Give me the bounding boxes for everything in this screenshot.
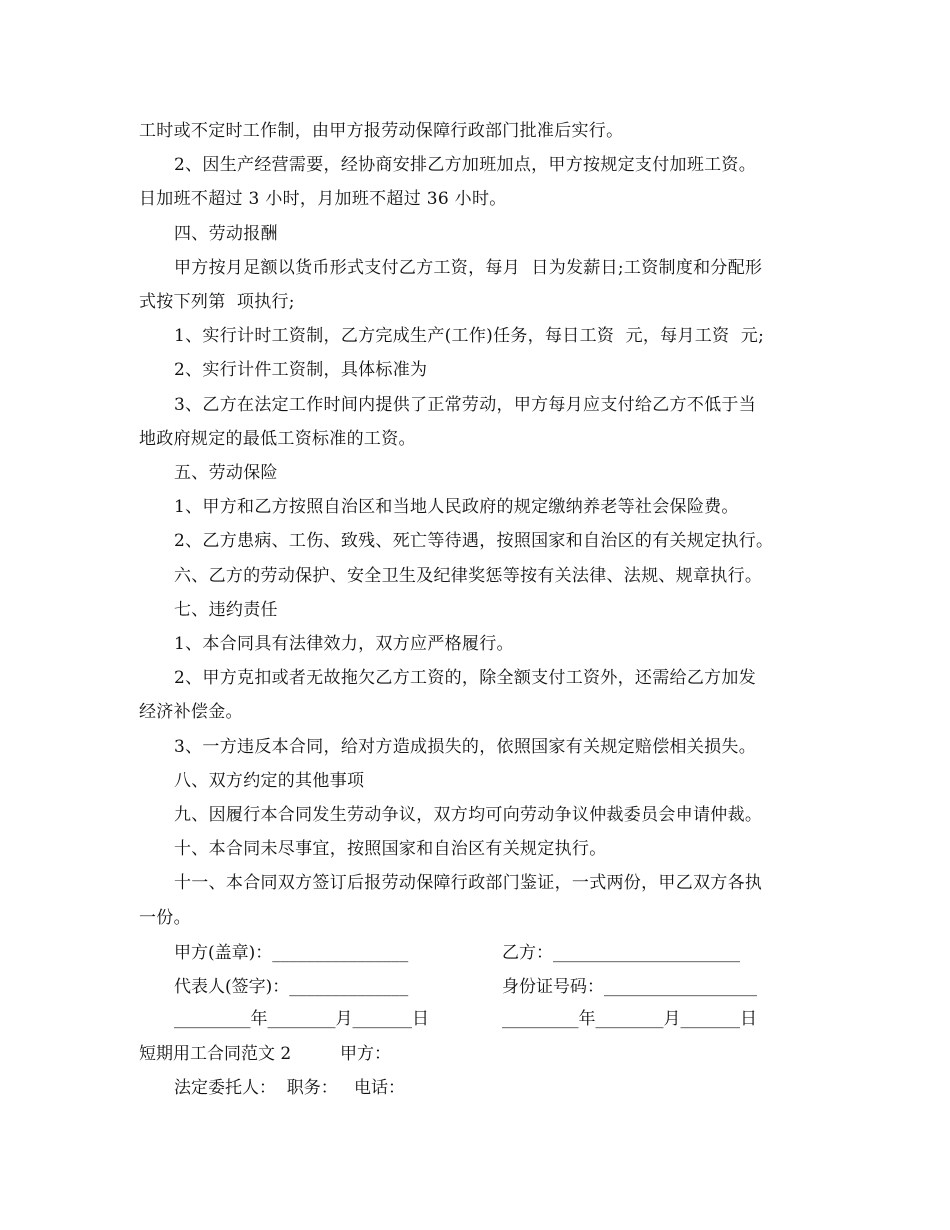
paragraph-line: 式按下列第 项执行; [139,292,295,312]
paragraph-line: 八、双方约定的其他事项 [174,771,365,791]
date-right-line: _________年________月_______日 [502,1009,757,1029]
next-contract-title: 短期用工合同范文 2 [139,1044,292,1064]
paragraph-line: 3、乙方在法定工作时间内提供了正常劳动，甲方每月应支付给乙方不低于当 [174,395,757,415]
paragraph-line: 甲方按月足额以货币形式支付乙方工资，每月 日为发薪日;工资制度和分配形 [174,258,763,278]
paragraph-line: 五、劳动保险 [174,463,278,483]
paragraph-line: 地政府规定的最低工资标准的工资。 [139,429,416,449]
paragraph-line: 1、甲方和乙方按照自治区和当地人民政府的规定缴纳养老等社会保险费。 [174,497,739,517]
party-a-seal-line: 甲方(盖章)：________________ [174,943,409,963]
date-left-line: _________年________月_______日 [174,1009,429,1029]
representative-line: 代表人(签字)：______________ [174,977,409,997]
paragraph-line: 十一、本合同双方签订后报劳动保障行政部门鉴证，一式两份，甲乙双方各执 [174,873,763,893]
party-b-line: 乙方：______________________ [502,943,740,963]
paragraph-line: 四、劳动报酬 [174,224,278,244]
paragraph-line: 3、一方违反本合同，给对方造成损失的，依照国家有关规定赔偿相关损失。 [174,737,757,757]
paragraph-line: 1、本合同具有法律效力，双方应严格履行。 [174,634,514,654]
paragraph-line: 十、本合同未尽事宜，按照国家和自治区有关规定执行。 [174,839,607,859]
paragraph-line: 2、实行计件工资制，具体标准为 [174,360,428,380]
paragraph-line: 2、乙方患病、工伤、致残、死亡等待遇，按照国家和自治区的有关规定执行。 [174,531,774,551]
paragraph-line: 九、因履行本合同发生劳动争议，双方均可向劳动争议仲裁委员会申请仲裁。 [174,805,763,825]
paragraph-line: 经济补偿金。 [139,702,243,722]
paragraph-line: 七、违约责任 [174,600,278,620]
legal-representative-line: 法定委托人： 职务： 电话： [174,1078,406,1098]
paragraph-line: 2、因生产经营需要，经协商安排乙方加班加点，甲方按规定支付加班工资。 [174,155,757,175]
id-number-line: 身份证号码：__________________ [502,977,757,997]
paragraph-line: 日加班不超过 3 小时，月加班不超过 36 小时。 [139,189,507,209]
paragraph-line: 一份。 [139,908,191,928]
paragraph-line: 工时或不定时工作制，由甲方报劳动保障行政部门批准后实行。 [139,121,624,141]
paragraph-line: 六、乙方的劳动保护、安全卫生及纪律奖惩等按有关法律、法规、规章执行。 [174,566,763,586]
paragraph-line: 1、实行计时工资制，乙方完成生产(工作)任务，每日工资 元，每月工资 元; [174,326,765,346]
paragraph-line: 2、甲方克扣或者无故拖欠乙方工资的，除全额支付工资外，还需给乙方加发 [174,668,757,688]
party-a-label: 甲方： [340,1044,391,1064]
